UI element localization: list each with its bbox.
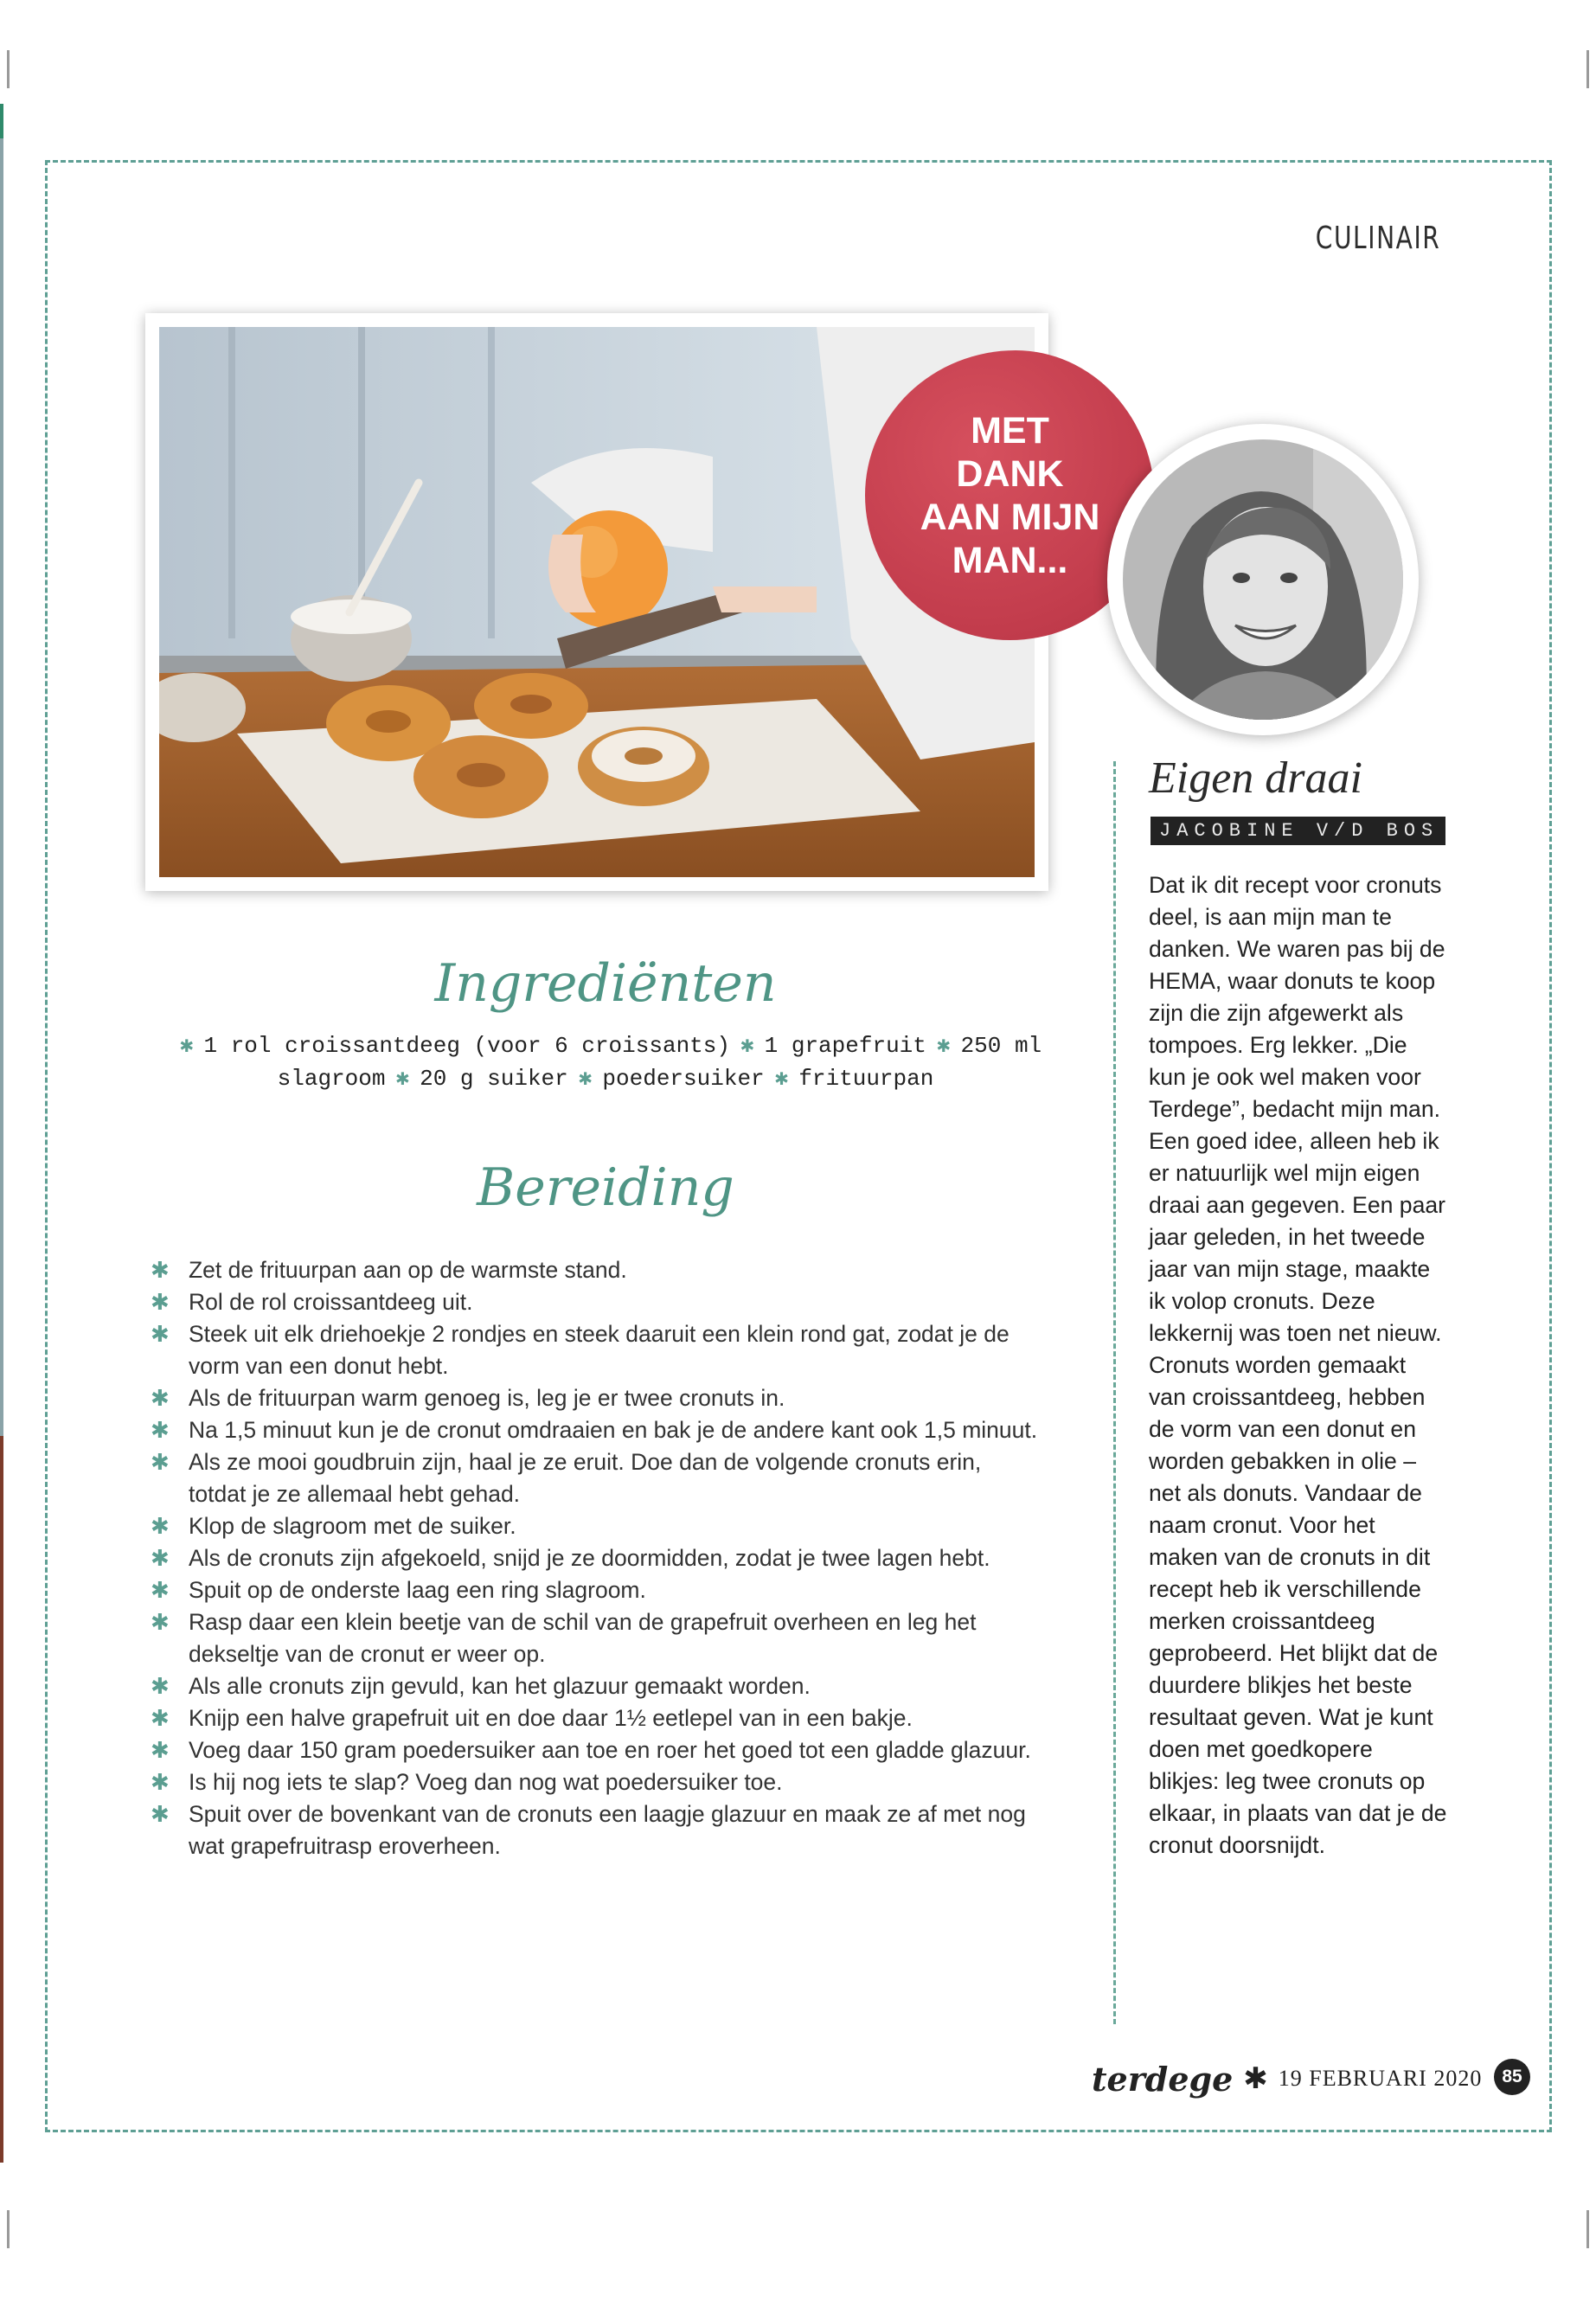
preparation-step [149, 1254, 1040, 1286]
step-text: Knijp een halve grapefruit uit en doe daar 1½ eetlepel van in een bakje. [189, 1705, 913, 1731]
step-text: Spuit op de onderste laag een ring slagroom. [189, 1577, 646, 1603]
ingredient-item: 1 grapefruit [764, 1033, 926, 1059]
preparation-step [149, 1510, 1040, 1542]
ingredient-separator-icon: ✱ [395, 1066, 410, 1092]
step-text: Spuit over de bovenkant van de cronuts een laagje glazuur en maak ze af met nog wat grapefruitrasp eroverheen. [189, 1801, 1026, 1859]
asterisk-bullet-icon: ✱ [151, 1289, 170, 1315]
asterisk-bullet-icon: ✱ [151, 1737, 170, 1763]
ingredients-heading: Ingrediënten [434, 953, 777, 1014]
asterisk-bullet-icon: ✱ [151, 1705, 170, 1731]
page-footer [1092, 2054, 1482, 2103]
asterisk-bullet-icon: ✱ [151, 1609, 170, 1635]
step-text: Klop de slagroom met de suiker. [189, 1513, 516, 1539]
preparation-step [149, 1734, 1040, 1766]
preparation-step [149, 1670, 1040, 1702]
preparation-step [149, 1414, 1040, 1446]
step-text: Na 1,5 minuut kun je de cronut omdraaien en bak je de andere kant ook 1,5 minuut. [189, 1417, 1038, 1443]
ingredient-separator-icon: ✱ [578, 1066, 593, 1092]
thank-you-text: MET DANK AAN MIJN MAN... [920, 409, 1100, 581]
asterisk-bullet-icon: ✱ [151, 1545, 170, 1571]
preparation-step [149, 1286, 1040, 1318]
ingredients-list [149, 1029, 1062, 1095]
asterisk-bullet-icon: ✱ [151, 1577, 170, 1603]
asterisk-bullet-icon: ✱ [151, 1513, 170, 1539]
step-text: Voeg daar 150 gram poedersuiker aan toe en roer het goed tot een gladde glazuur. [189, 1737, 1031, 1763]
asterisk-bullet-icon: ✱ [151, 1321, 170, 1347]
ingredient-separator-icon: ✱ [179, 1033, 194, 1059]
asterisk-bullet-icon: ✱ [151, 1417, 170, 1443]
crop-mark-top-right [1586, 50, 1589, 88]
preparation-step [149, 1446, 1040, 1510]
step-text: Rol de rol croissantdeeg uit. [189, 1289, 473, 1315]
step-text: Steek uit elk driehoekje 2 rondjes en steek daaruit een klein rond gat, zodat je de vorm van een donut hebt. [189, 1321, 1010, 1379]
preparation-step [149, 1542, 1040, 1574]
preparation-step [149, 1574, 1040, 1606]
asterisk-bullet-icon: ✱ [151, 1801, 170, 1827]
ingredient-separator-icon: ✱ [740, 1033, 754, 1059]
asterisk-bullet-icon: ✱ [151, 1257, 170, 1283]
crop-mark-bottom-left [7, 2210, 10, 2248]
page-edge-bleed [0, 104, 3, 2163]
column-body-text: Dat ik dit recept voor cronuts deel, is aan mijn man te danken. We waren pas bij de HEMA, waar donuts te koop zijn die zijn afgewerkt als tompoes. Erg lekker. „Die kun je ook wel maken voor Terdege”, bedacht mijn man. Een goed idee, alleen heb ik er natuurlijk wel mijn eigen draai aan gegeven. Een paar jaar geleden, in het tweede jaar van mijn stage, maakte ik volop cronuts. Deze lekkernij was toen net nieuw. Cronuts worden gemaakt van croissantdeeg, hebben de vorm van een donut en worden gebakken in olie – net als donuts. Vandaar de naam cronut. Voor het maken van de cronuts in dit recept heb ik verschillende merken croissantdeeg geprobeerd. Het blijkt dat de duurdere blikjes het beste resultaat geven. Wat je kunt doen met goedkopere blikjes: leg twee cronuts op elkaar, in plaats van dat je de cronut doorsnijdt. [1149, 872, 1447, 1858]
column-divider [1113, 761, 1116, 2024]
asterisk-bullet-icon: ✱ [151, 1385, 170, 1411]
step-text: Is hij nog iets te slap? Voeg dan nog wat poedersuiker toe. [189, 1769, 783, 1795]
magazine-brand: terdege [1092, 2059, 1234, 2099]
asterisk-bullet-icon: ✱ [151, 1769, 170, 1795]
preparation-step [149, 1318, 1040, 1382]
section-label: CULINAIR [1315, 221, 1440, 256]
preparation-step [149, 1606, 1040, 1670]
ingredient-separator-icon: ✱ [774, 1066, 789, 1092]
author-name-tag: JACOBINE V/D BOS [1151, 817, 1445, 845]
asterisk-icon: ✱ [1243, 2062, 1268, 2095]
crop-mark-bottom-right [1586, 2210, 1589, 2248]
column-heading: Eigen draai [1149, 753, 1362, 803]
preparation-heading: Bereiding [477, 1157, 734, 1218]
crop-mark-top-left [7, 50, 10, 88]
ingredient-separator-icon: ✱ [936, 1033, 951, 1059]
author-photo [1123, 439, 1403, 720]
preparation-step [149, 1798, 1040, 1862]
preparation-step [149, 1766, 1040, 1798]
preparation-step [149, 1702, 1040, 1734]
step-text: Als de frituurpan warm genoeg is, leg je er twee cronuts in. [189, 1385, 785, 1411]
ingredient-item: frituurpan [798, 1066, 934, 1092]
ingredient-item: 20 g suiker [420, 1066, 568, 1092]
issue-date: 19 FEBRUARI 2020 [1278, 2066, 1483, 2091]
asterisk-bullet-icon: ✱ [151, 1673, 170, 1699]
step-text: Zet de frituurpan aan op de warmste stand. [189, 1257, 627, 1283]
ingredient-item: poedersuiker [602, 1066, 765, 1092]
step-text: Als alle cronuts zijn gevuld, kan het glazuur gemaakt worden. [189, 1673, 811, 1699]
preparation-step [149, 1382, 1040, 1414]
preparation-steps [149, 1254, 1040, 1862]
author-portrait [1107, 424, 1419, 735]
step-text: Als ze mooi goudbruin zijn, haal je ze eruit. Doe dan de volgende cronuts erin, totdat je ze allemaal hebt gehad. [189, 1449, 982, 1507]
asterisk-bullet-icon: ✱ [151, 1449, 170, 1475]
page-number: 85 [1494, 2059, 1530, 2095]
ingredient-item: 250 ml slagroom [277, 1033, 1042, 1092]
step-text: Rasp daar een klein beetje van de schil van de grapefruit overheen en leg het dekseltje van de cronut er weer op. [189, 1609, 977, 1667]
ingredient-item: 1 rol croissantdeeg (voor 6 croissants) [203, 1033, 730, 1059]
step-text: Als de cronuts zijn afgekoeld, snijd je ze doormidden, zodat je twee lagen hebt. [189, 1545, 990, 1571]
